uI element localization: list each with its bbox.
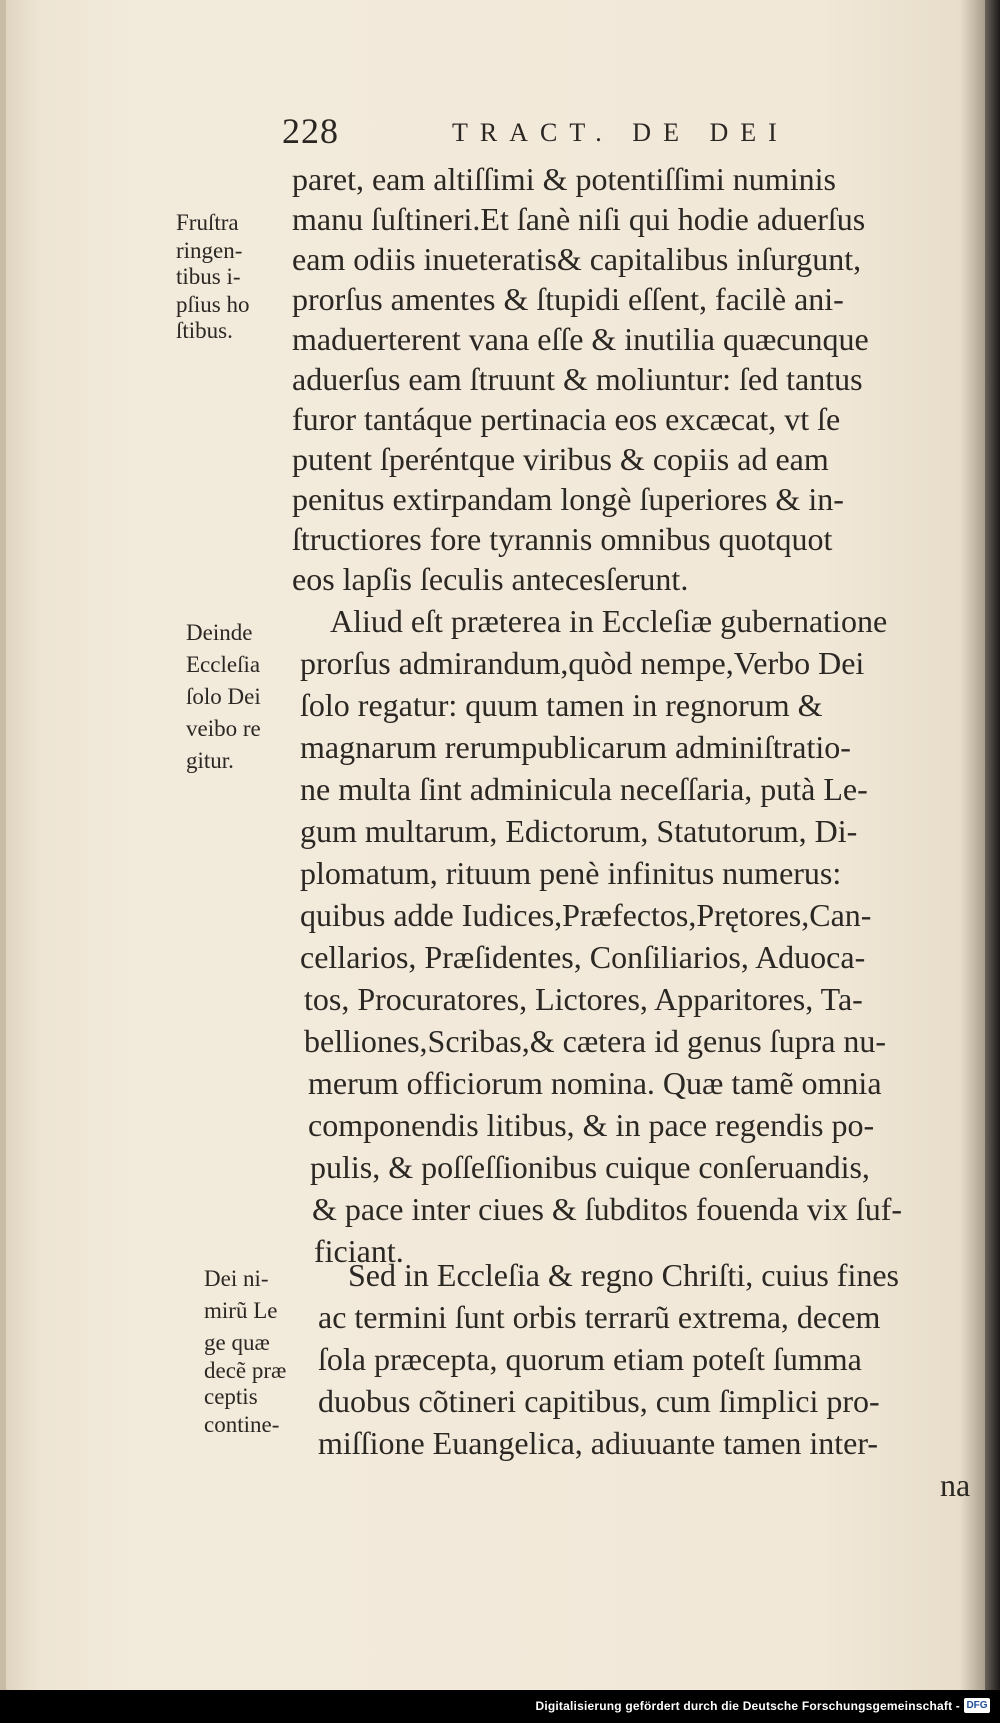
footer-credit: Digitalisierung gefördert durch die Deutsche Forschungsgemeinschaft - <box>535 1699 960 1713</box>
running-title: TRACT. DE DEI <box>452 118 789 147</box>
text-line: gum multarum, Edictorum, Statutorum, Di- <box>300 813 858 849</box>
text-line: & pace inter ciues & ſubditos fouenda vix ſuf- <box>312 1191 903 1227</box>
text-line: furor tantáque pertinacia eos excæcat, vt ſe <box>292 401 841 437</box>
margin-note-line: ſtibus. <box>176 318 233 343</box>
text-line: magnarum rerumpublicarum adminiſtratio- <box>300 729 851 765</box>
text-line: tos, Procuratores, Lictores, Apparitores, Ta- <box>304 981 863 1017</box>
text-line: merum officiorum nomina. Quæ tamẽ omnia <box>308 1065 882 1101</box>
margin-note-line: Fruſtra <box>176 210 239 235</box>
margin-note-line: mirũ Le <box>204 1298 278 1323</box>
text-line: penitus extirpandam longè ſuperiores & in- <box>292 481 844 517</box>
margin-note-line: Eccleſia <box>186 652 261 677</box>
text-line: maduerterent vana eſſe & inutilia quæcunque <box>292 321 869 357</box>
text-line: ſolo regatur: quum tamen in regnorum & <box>300 687 823 723</box>
margin-note-line: veibo re <box>186 716 261 741</box>
text-line: eos lapſis ſeculis antecesſerunt. <box>292 561 689 597</box>
text-line: cellarios, Præſidentes, Conſiliarios, Aduoca- <box>300 939 866 975</box>
margin-note-line: decẽ præ <box>204 1358 287 1383</box>
margin-note-line: ringen- <box>176 238 243 263</box>
text-line: componendis litibus, & in pace regendis po- <box>308 1107 875 1143</box>
text-line: pulis, & poſſeſſionibus cuique conſeruandis, <box>310 1149 870 1185</box>
text-line: Aliud eſt præterea in Eccleſiæ gubernatione <box>330 603 888 639</box>
text-line: belliones,Scribas,& cætera id genus ſupra nu- <box>304 1023 887 1059</box>
margin-note-line: Dei ni- <box>204 1266 269 1291</box>
text-line: ſola præcepta, quorum etiam poteſt ſumma <box>318 1341 862 1377</box>
text-line: putent ſperéntque viribus & copiis ad eam <box>292 441 829 477</box>
page-header <box>0 108 1000 154</box>
page-number: 228 <box>282 111 339 151</box>
catchword: na <box>940 1467 971 1503</box>
margin-note-line: ſolo Dei <box>186 684 261 709</box>
text-line: ſtructiores fore tyrannis omnibus quotquot <box>292 521 833 557</box>
margin-note-line: ge quæ <box>204 1330 270 1355</box>
margin-note-line: tibus i- <box>176 264 241 289</box>
text-line: aduerſus eam ſtruunt & moliuntur: ſed tantus <box>292 361 863 397</box>
footer-bar <box>0 1690 1000 1723</box>
dfg-logo: DFG <box>964 1698 990 1713</box>
text-line: prorſus amentes & ſtupidi eſſent, facilè ani- <box>292 281 844 317</box>
text-line: ne multa ſint adminicula neceſſaria, putà Le- <box>300 771 868 807</box>
margin-note-line: ceptis <box>204 1384 258 1409</box>
margin-note-line: pſius ho <box>176 292 250 317</box>
text-line: eam odiis inueteratis& capitalibus inſurgunt, <box>292 241 862 277</box>
margin-note-line: Deinde <box>186 620 253 645</box>
text-line: manu ſuſtineri.Et ſanè niſi qui hodie aduerſus <box>292 201 866 237</box>
text-line: ficiant. <box>314 1233 404 1269</box>
text-line: ac termini ſunt orbis terrarũ extrema, decem <box>318 1299 881 1335</box>
margin-note-line: contine- <box>204 1412 280 1437</box>
text-line: duobus cõtineri capitibus, cum ſimplici pro- <box>318 1383 880 1419</box>
page-right-edge <box>985 0 1000 1690</box>
text-line: miſſione Euangelica, adiuuante tamen inter- <box>318 1425 879 1461</box>
text-line: paret, eam altiſſimi & potentiſſimi numinis <box>292 161 836 197</box>
page-left-edge <box>0 0 6 1690</box>
text-line: quibus adde Iudices,Præfectos,Prętores,Can- <box>300 897 872 933</box>
text-line: Sed in Eccleſia & regno Chriſti, cuius fines <box>348 1257 899 1293</box>
text-line: prorſus admirandum,quòd nempe,Verbo Dei <box>300 645 865 681</box>
text-line: plomatum, rituum penè infinitus numerus: <box>300 855 842 891</box>
margin-note-line: gitur. <box>186 748 234 773</box>
